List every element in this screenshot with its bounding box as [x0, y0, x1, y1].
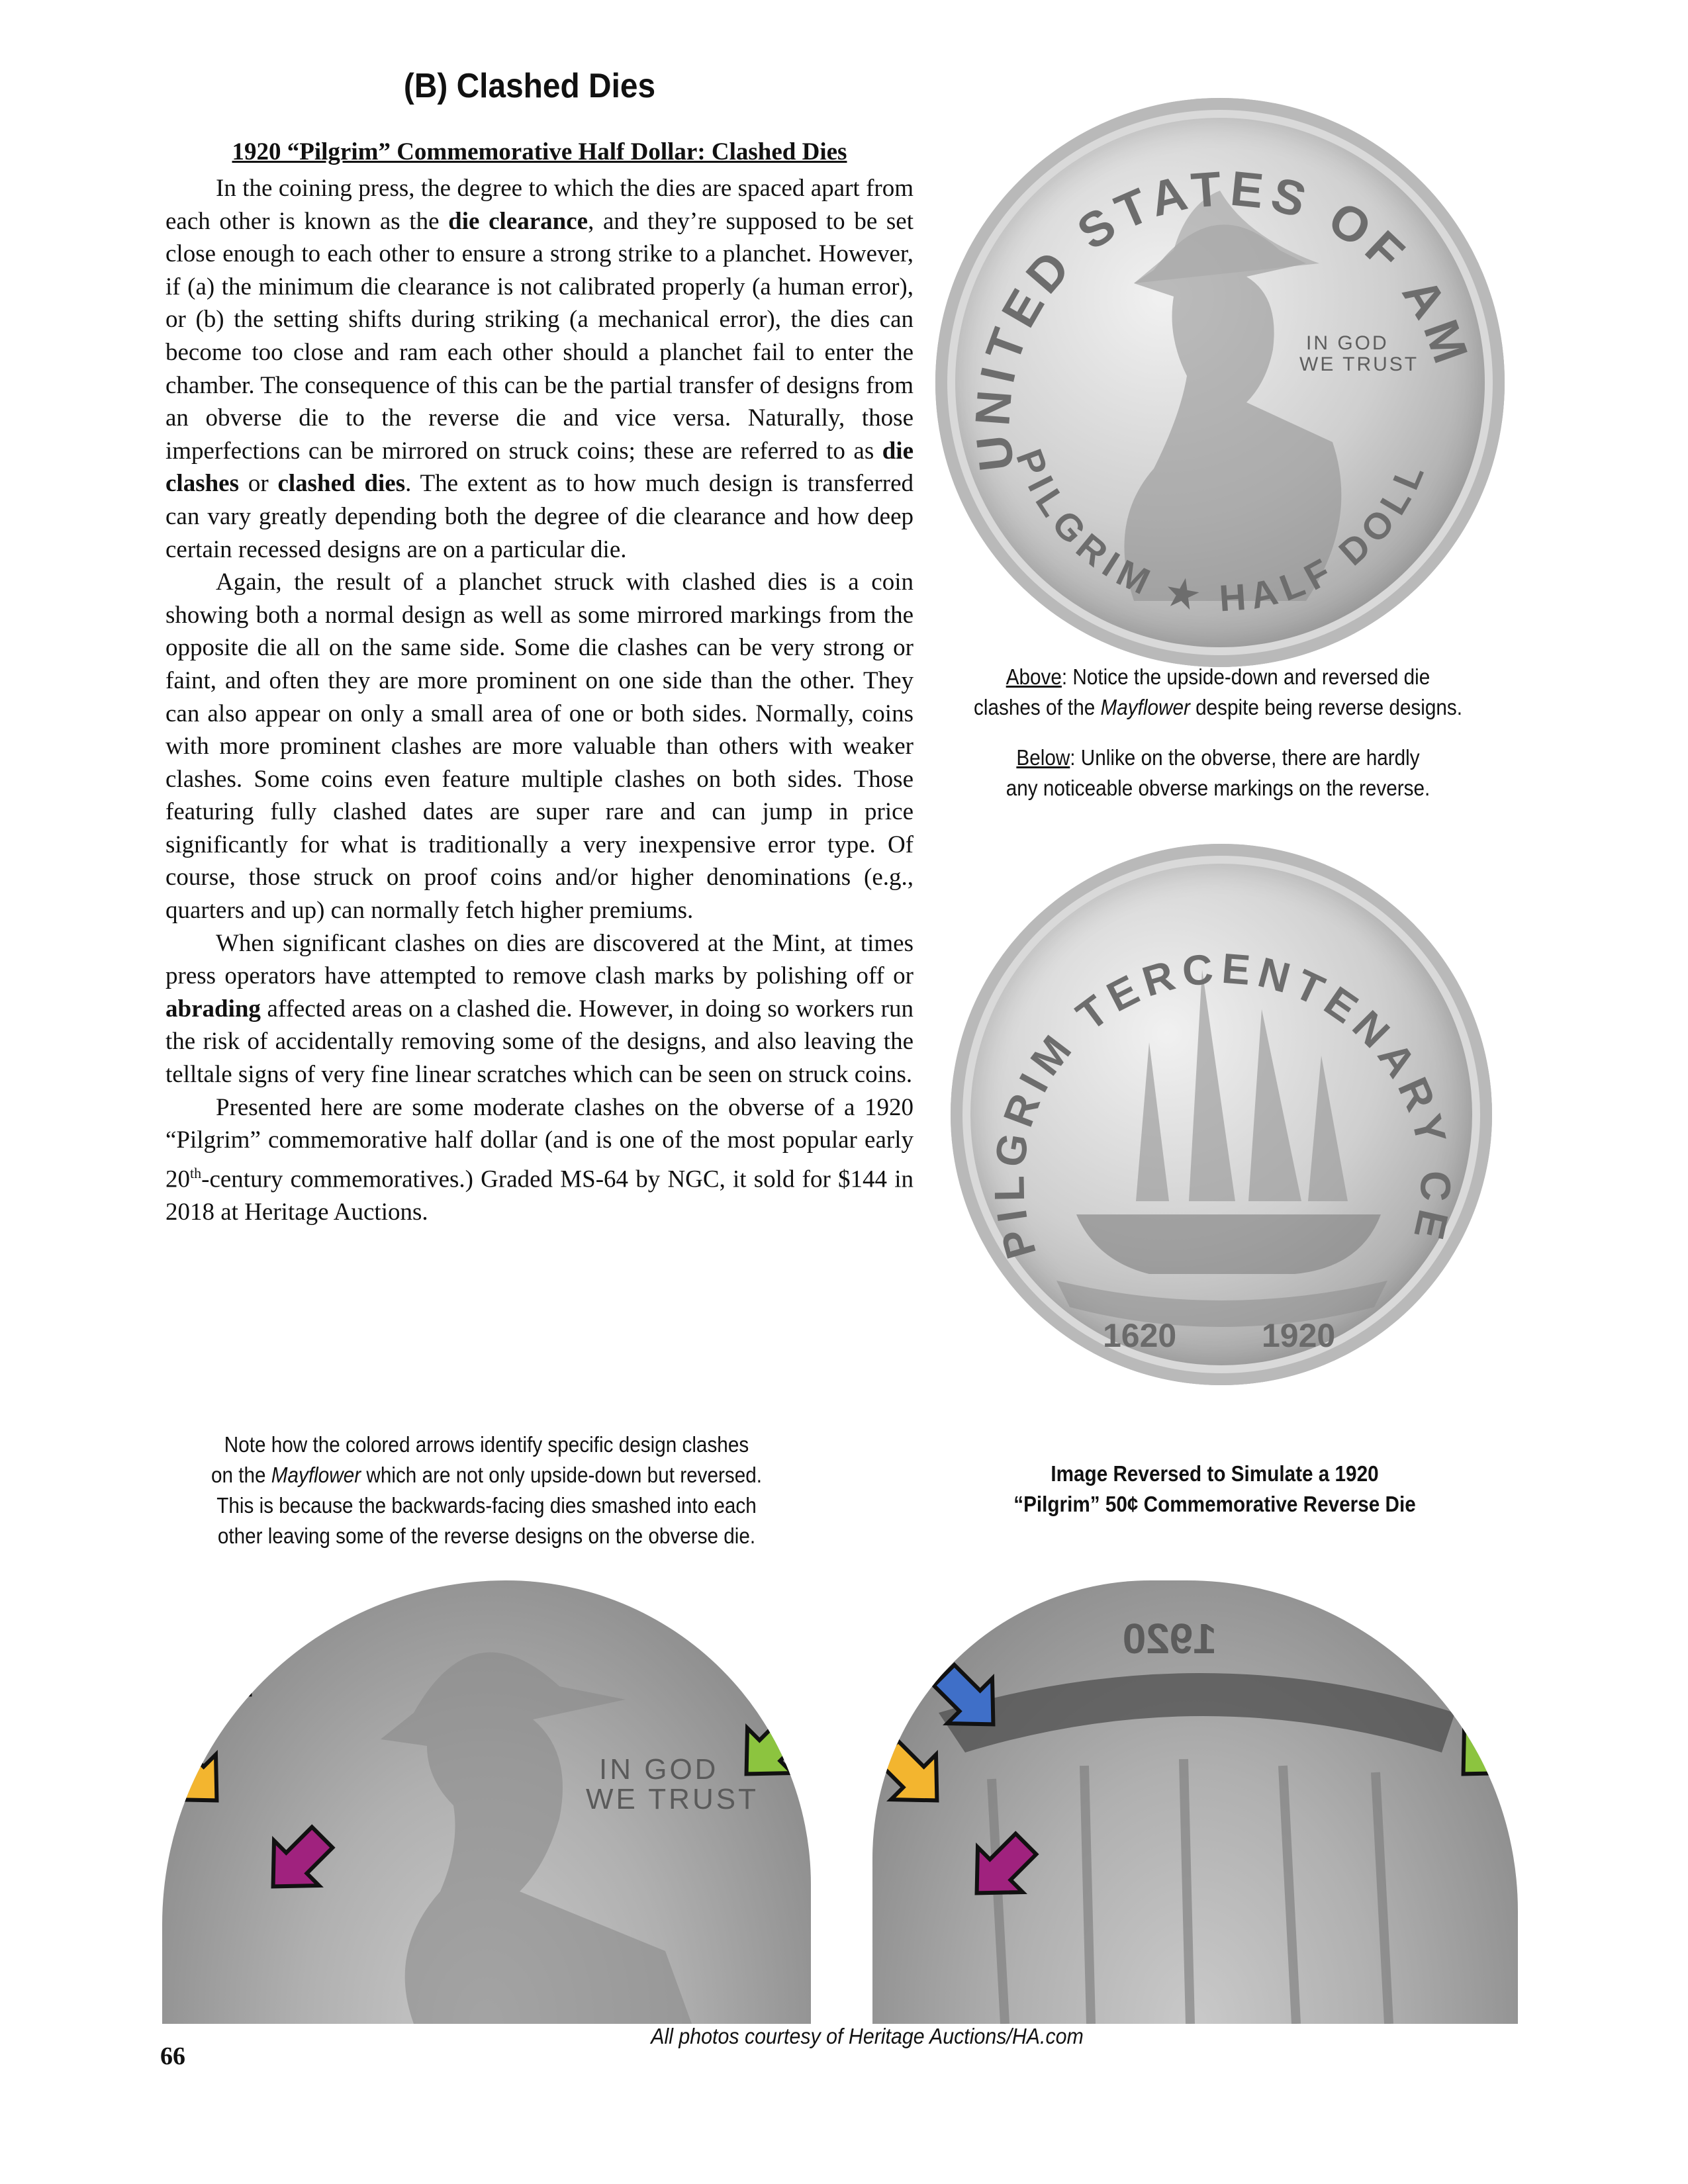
magenta-arrow-icon	[955, 1821, 1049, 1915]
clash-arrows-right	[872, 1580, 1518, 2024]
clash-arrows-left	[162, 1580, 811, 2024]
reverse-coin-art	[951, 844, 1492, 1385]
reversed-closeup-image	[872, 1580, 1518, 2024]
magenta-arrow-icon	[251, 1815, 345, 1909]
reversed-image-caption: Image Reversed to Simulate a 1920 “Pilgrim” 50¢ Commemorative Reverse Die	[1013, 1461, 1416, 1516]
reversed-date: 1920	[1122, 1615, 1217, 1662]
below-label: Below	[1016, 745, 1070, 770]
closeup-motto-line1: IN GOD	[599, 1753, 719, 1786]
green-arrow-icon	[1441, 1702, 1518, 1796]
obverse-legend-bottom: PILGRIM ★ HALF DOLL	[1008, 443, 1434, 619]
obverse-motto-line2: WE TRUST	[1299, 353, 1419, 375]
article-body	[165, 172, 914, 1228]
above-label: Above	[1006, 664, 1062, 689]
arrow-note-caption: Note how the colored arrows identify specific design clashes on the Mayflower which are not only upside-down but reversed. This is because the backwards-facing dies smashed into each other leaving some of the reverse designs on the obverse die.	[211, 1432, 763, 1548]
blue-arrow-icon	[178, 1623, 272, 1717]
paragraph-1: In the coining press, the degree to which the dies are spaced apart from each other is known as the die clearance, and they’re supposed to be set close enough to each other to ensure a strong strike to a planchet. However, if (a) the minimum die clearance is not calibrated properly (a human error), or (b) the setting shifts during striking (a mechanical error), the dies can become too close and ram each other should a planchet fail to enter the chamber. The consequence of this can be the partial transfer of designs from an obverse die to the reverse die and vice versa. Naturally, those imperfections can be mirrored on struck coins; these are referred to as die clashes or clashed dies. The extent as to how much design is transferred can vary greatly depending both the degree of die clearance and how deep certain recessed designs are on a particular die.	[165, 175, 914, 563]
yellow-arrow-icon	[872, 1729, 959, 1823]
page-number: 66	[160, 2042, 185, 2070]
paragraph-4: Presented here are some moderate clashes on the obverse of a 1920 “Pilgrim” commemorative half dollar (and is one of the most popular early 20th-century commemoratives.) Graded MS-64 by NGC, it sold for $144 in 2018 at Heritage Auctions.	[165, 1093, 914, 1226]
section-heading: (B) Clashed Dies	[403, 67, 656, 105]
obverse-motto-line1: IN GOD	[1306, 332, 1389, 354]
obverse-coin-art	[935, 98, 1505, 667]
blue-arrow-icon	[921, 1653, 1015, 1747]
reverse-coin-image	[951, 844, 1492, 1385]
reverse-legend: PILGRIM TERCENTENARY CE	[985, 944, 1460, 1264]
paragraph-2: Again, the result of a planchet struck with clashed dies is a coin showing both a normal design as well as some mirrored markings from the opposite die all on the same side. Some die clashes can be very strong or faint, and often they are more prominent on one side than the other. They can also appear on only a small area of one or both sides. Normally, coins with more prominent clashes are more valuable than others with weaker clashes. Some coins even feature multiple clashes on both sides. Those featuring fully clashed dates are super rare and can jump in price significantly for what is traditionally a very inexpensive error type. Of course, those struck on proof coins and/or higher denominations (e.g., quarters and up) can normally fetch higher premiums.	[165, 569, 914, 925]
article-title: 1920 “Pilgrim” Commemorative Half Dollar: Clashed Dies	[232, 138, 847, 165]
obverse-legend-top: UNITED STATES OF AM	[964, 160, 1481, 475]
obverse-closeup-image	[162, 1580, 811, 2024]
below-caption: Below: Unlike on the obverse, there are hardly any noticeable obverse markings on the reverse.	[1006, 745, 1430, 800]
closeup-motto-line2: WE TRUST	[586, 1783, 759, 1815]
photo-credit: All photos courtesy of Heritage Auctions/HA.com	[651, 2024, 1084, 2048]
green-arrow-icon	[724, 1702, 811, 1796]
reverse-date-left: 1620	[1103, 1317, 1177, 1354]
obverse-coin-image	[935, 98, 1505, 667]
yellow-arrow-icon	[162, 1729, 239, 1823]
above-caption: Above: Notice the upside-down and reversed die clashes of the Mayflower despite being reverse designs.	[974, 664, 1462, 719]
paragraph-3: When significant clashes on dies are discovered at the Mint, at times press operators have attempted to remove clash marks by polishing off or abrading affected areas on a clashed die. However, in doing so workers run the risk of accidentally removing some of the designs, and also leaving the telltale signs of very fine linear scratches which can be seen on struck coins.	[165, 929, 914, 1089]
reverse-date-right: 1920	[1262, 1317, 1336, 1354]
